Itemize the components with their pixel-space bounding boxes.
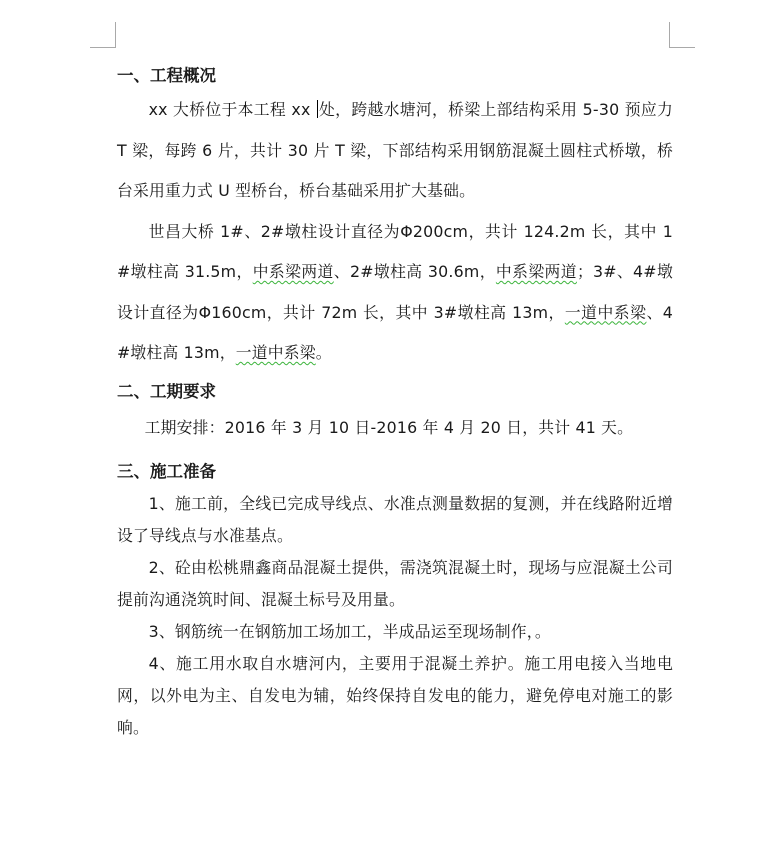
- section-heading-schedule: 二、工期要求: [117, 381, 216, 401]
- paragraph-text: 世昌大桥 1#、2#墩柱设计直径为Φ200cm，共计 124.2m 长，其中 1#墩柱高 31.5m，: [117, 221, 673, 281]
- grammar-flag[interactable]: 中系梁两道: [495, 262, 577, 281]
- paragraph-bridge-overview[interactable]: [117, 90, 673, 212]
- document-body[interactable]: [117, 60, 673, 744]
- paragraph-text: 、2#墩柱高 30.6m，: [333, 262, 496, 281]
- paragraph-text: 、4#墩柱高 13m，: [117, 302, 674, 362]
- paragraph-schedule[interactable]: 工期安排：2016 年 3 月 10 日-2016 年 4 月 20 日，共计 41 天。: [144, 417, 634, 437]
- paragraph-text: ；3#、4#墩设计直径为Φ160cm，共计 72m 长，其中 3#墩柱高 13m，: [117, 262, 673, 322]
- list-item[interactable]: 4、施工用水取自水塘河内，主要用于混凝土养护。施工用电接入当地电网，以外电为主、自发电为辅，始终保持自发电的能力，避免停电对施工的影响。: [117, 653, 673, 737]
- list-item[interactable]: 2、砼由松桃鼎鑫商品混凝土提供，需浇筑混凝土时，现场与应混凝土公司提前沟通浇筑时间、混凝土标号及用量。: [117, 557, 673, 609]
- paragraph-text: 处，跨越水塘河，桥梁上部结构采用 5-30 预应力 T 梁，每跨 6 片，共计 30 片 T 梁，下部结构采用钢筋混凝土圆柱式桥墩，桥台采用重力式 U 型桥台，桥台基础采用扩大基础。: [117, 100, 673, 200]
- paragraph-text: 。: [315, 343, 332, 362]
- paragraph-text: xx 大桥位于本工程 xx: [148, 100, 316, 119]
- section-heading-preparation: 三、施工准备: [117, 461, 216, 481]
- grammar-flag[interactable]: 一道中系梁: [235, 343, 316, 362]
- grammar-flag[interactable]: 中系梁两道: [252, 262, 334, 281]
- list-item[interactable]: 1、施工前，全线已完成导线点、水准点测量数据的复测，并在线路附近增设了导线点与水准基点。: [117, 493, 673, 545]
- section-heading-project-overview: 一、工程概况: [117, 66, 216, 85]
- list-item[interactable]: 3、钢筋统一在钢筋加工场加工，半成品运至现场制作，。: [148, 621, 551, 641]
- grammar-flag[interactable]: 一道中系梁: [564, 302, 647, 322]
- text-cursor: [317, 100, 318, 118]
- paragraph-pier-details[interactable]: [117, 212, 673, 374]
